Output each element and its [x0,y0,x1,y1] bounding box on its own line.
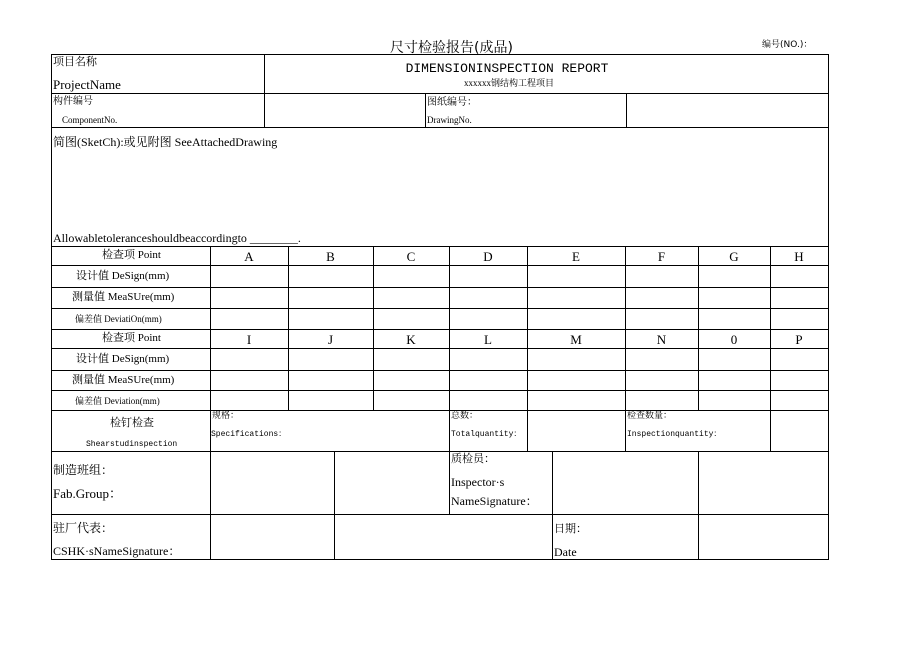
fab-group-label-en: Fab.Group： [53,486,122,501]
drawing-no-label-en: DrawingNo. [427,115,472,125]
stud-inspection-label-cn: 检钉检查 [110,417,154,429]
fab-group-label-cn: 制造班组： [53,463,114,477]
measure-label-1: 测量值 MeaSUre(mm) [72,291,175,303]
column-header-m: M [570,332,582,347]
column-header-h: H [794,249,804,264]
deviation-label-2: 偏差值 Deviation(mm) [75,396,160,406]
inspection-quantity-label-cn: 检查数量： [627,411,673,421]
inspection-quantity-label-en: Inspectionquantity： [627,430,722,439]
sketch-label: 简图(SketCh):或见附图 SeeAttachedDrawing [53,135,278,149]
column-header-b: B [326,249,335,264]
stud-inspection-label-en: Shearstudinspection [86,440,178,449]
inspector-label-cn: 质检员： [451,453,495,465]
component-no-label-en: ComponentNo. [62,115,118,125]
column-header-e: E [572,249,580,264]
measure-label-2: 测量值 MeaSUre(mm) [72,374,175,386]
point-label-2: 检查项 Point [102,332,161,344]
design-label-1: 设计值 DeSign(mm) [76,270,170,282]
column-header-f: F [657,249,666,264]
column-header-a: A [244,249,254,264]
inspector-label-en: Inspector·s [451,475,505,489]
column-header-g: G [729,249,739,264]
column-header-l: L [484,332,492,347]
column-header-k: K [406,332,416,347]
inspector-signature-label: NameSignature： [451,494,538,508]
report-number-label: 编号(NO.)： [762,40,813,50]
column-header-c: C [406,249,416,264]
report-title-cn: 尺寸检验报告(成品) [390,40,513,56]
project-name-label-cn: 项目名称 [53,56,97,68]
column-header-j: J [327,332,334,347]
total-quantity-label-en: Totalquantity： [451,430,522,439]
spec-label-en: Specifications： [211,430,287,439]
project-name-value: xxxxxx钢结构工程项目 [463,78,554,88]
project-name-label-en: ProjectName [53,77,121,92]
drawing-no-label-cn: 图纸编号： [427,97,477,108]
spec-label-cn: 规格： [212,411,240,421]
column-header-n: N [656,332,667,347]
point-label-1: 检查项 Point [102,249,161,261]
column-header-o: 0 [730,332,738,347]
column-header-i: I [246,332,252,347]
deviation-label-1: 偏差值 DeviatiOn(mm) [75,314,162,324]
date-label-en: Date [554,545,577,559]
report-title-en: DIMENSIONINSPECTION REPORT [405,61,609,76]
total-quantity-label-cn: 总数： [451,411,479,421]
date-label-cn: 日期： [554,523,587,535]
design-label-2: 设计值 DeSign(mm) [76,353,170,365]
tolerance-note: Allowabletoleranceshouldbeaccordingto ________. [53,231,301,245]
column-header-p: P [795,332,803,347]
column-header-d: D [483,249,493,264]
cshk-label-cn: 驻厂代表： [53,521,114,535]
cshk-signature-label: CSHK·sNameSignature： [53,544,181,558]
component-no-label-cn: 构件编号 [53,96,93,107]
